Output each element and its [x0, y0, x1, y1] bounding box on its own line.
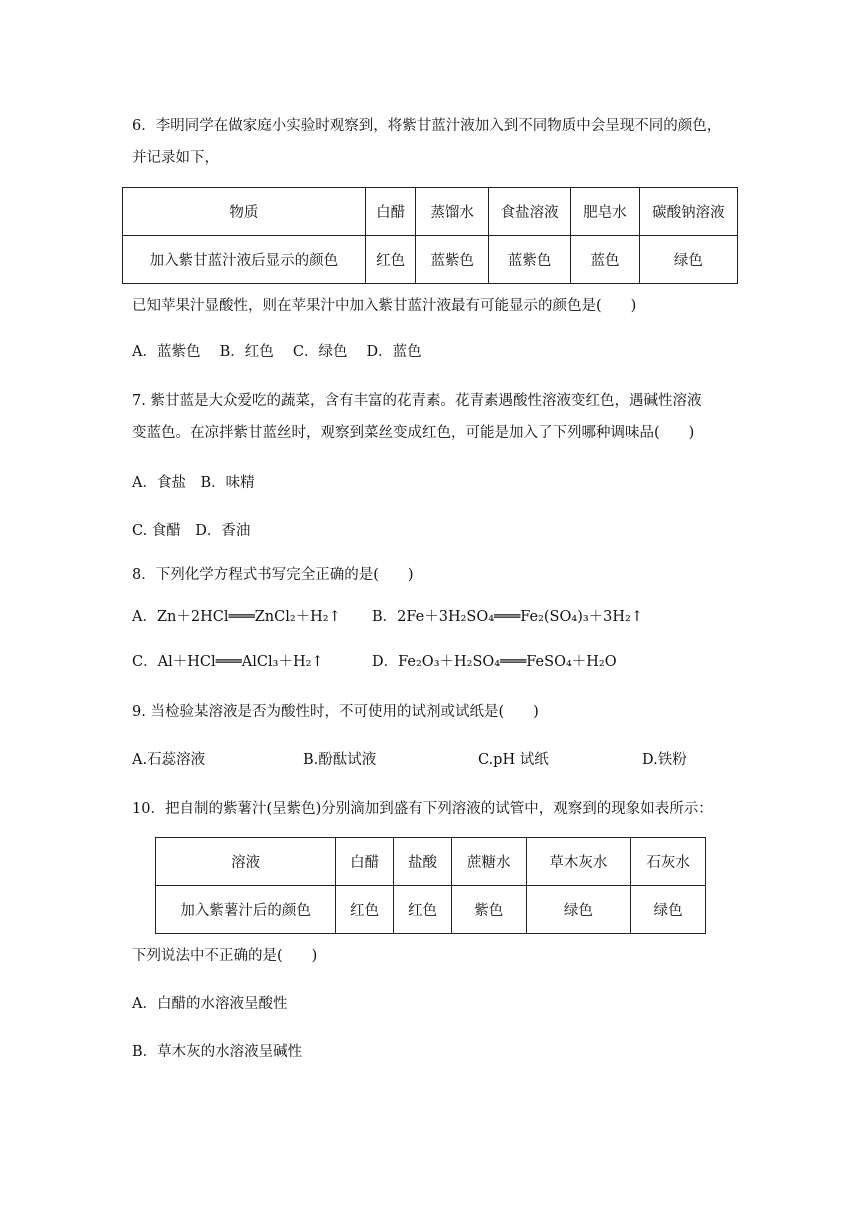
table-header-cell: 蒸馏水	[416, 188, 488, 236]
table-cell: 红色	[336, 886, 394, 934]
q7-stem-line2: 变蓝色。在凉拌紫甘蓝丝时，观察到菜丝变成红色，可能是加入了下列哪种调味品( )	[132, 425, 695, 441]
q10-option-b: B．草木灰的水溶液呈碱性	[132, 1044, 303, 1060]
table-cell: 加入紫甘蓝汁液后显示的颜色	[123, 236, 366, 284]
q10-question: 下列说法中不正确的是( )	[132, 948, 318, 964]
q6-stem-line2: 并记录如下，	[132, 150, 219, 166]
q7-options-ab: A．食盐 B．味精	[132, 475, 255, 491]
table-row	[156, 838, 706, 886]
table-header-cell: 碳酸钠溶液	[639, 188, 737, 236]
table-cell: 绿色	[526, 886, 631, 934]
table-header-cell: 白醋	[365, 188, 416, 236]
table-cell: 红色	[394, 886, 452, 934]
q10-option-a: A．白醋的水溶液呈酸性	[132, 996, 288, 1012]
table-cell: 蓝紫色	[488, 236, 570, 284]
table-header-cell: 食盐溶液	[488, 188, 570, 236]
equation: Fe₂O₃＋H₂SO₄═══FeSO₄＋H₂O	[398, 654, 617, 670]
option-label: D．	[372, 654, 399, 670]
q8-option-c	[132, 650, 324, 671]
q6-stem-line1: 6．李明同学在做家庭小实验时观察到，将紫甘蓝汁液加入到不同物质中会呈现不同的颜色，	[132, 118, 722, 134]
table-header-cell: 物质	[123, 188, 366, 236]
q10-color-table	[155, 837, 706, 934]
table-header-cell: 盐酸	[394, 838, 452, 886]
option-label: A．	[132, 609, 157, 625]
q6-options: A．蓝紫色 B．红色 C．绿色 D．蓝色	[132, 344, 422, 360]
q8-option-b	[372, 605, 643, 626]
option-label: C．	[132, 654, 158, 670]
table-header-cell: 白醋	[336, 838, 394, 886]
q9-option-a: A.石蕊溶液	[132, 752, 206, 768]
table-cell: 绿色	[639, 236, 737, 284]
q7-stem-line1: 7. 紫甘蓝是大众爱吃的蔬菜，含有丰富的花青素。花青素遇酸性溶液变红色，遇碱性溶液	[132, 393, 702, 409]
q9-option-c: C.pH 试纸	[478, 752, 549, 768]
q9-option-b: B.酚酞试液	[303, 752, 377, 768]
q6-question: 已知苹果汁显酸性，则在苹果汁中加入紫甘蓝汁液最有可能显示的颜色是( )	[132, 298, 637, 314]
table-header-cell: 溶液	[156, 838, 336, 886]
table-row	[156, 886, 706, 934]
table-header-cell: 草木灰水	[526, 838, 631, 886]
table-header-cell: 石灰水	[631, 838, 706, 886]
table-row	[123, 188, 738, 236]
q10-stem: 10．把自制的紫薯汁(呈紫色)分别滴加到盛有下列溶液的试管中，观察到的现象如表所示：	[132, 801, 713, 817]
table-header-cell: 蔗糖水	[451, 838, 526, 886]
table-cell: 蓝紫色	[416, 236, 488, 284]
table-header-cell: 肥皂水	[571, 188, 639, 236]
q9-stem: 9. 当检验某溶液是否为酸性时，不可使用的试剂或试纸是( )	[132, 704, 539, 720]
q9-option-d: D.铁粉	[642, 752, 687, 768]
equation: Zn＋2HCl═══ZnCl₂＋H₂↑	[156, 609, 341, 625]
table-row	[123, 236, 738, 284]
table-cell: 加入紫薯汁后的颜色	[156, 886, 336, 934]
option-label: B．	[372, 609, 398, 625]
q6-color-table	[122, 187, 738, 284]
q8-option-a	[132, 605, 341, 626]
table-cell: 蓝色	[571, 236, 639, 284]
q8-stem: 8．下列化学方程式书写完全正确的是( )	[132, 567, 414, 583]
table-cell: 红色	[365, 236, 416, 284]
table-cell: 紫色	[451, 886, 526, 934]
q7-options-cd: C. 食醋 D．香油	[132, 523, 251, 539]
table-cell: 绿色	[631, 886, 706, 934]
q8-option-d	[372, 650, 617, 671]
equation: Al＋HCl═══AlCl₃＋H₂↑	[157, 654, 324, 670]
equation: 2Fe＋3H₂SO₄═══Fe₂(SO₄)₃＋3H₂↑	[397, 609, 643, 625]
